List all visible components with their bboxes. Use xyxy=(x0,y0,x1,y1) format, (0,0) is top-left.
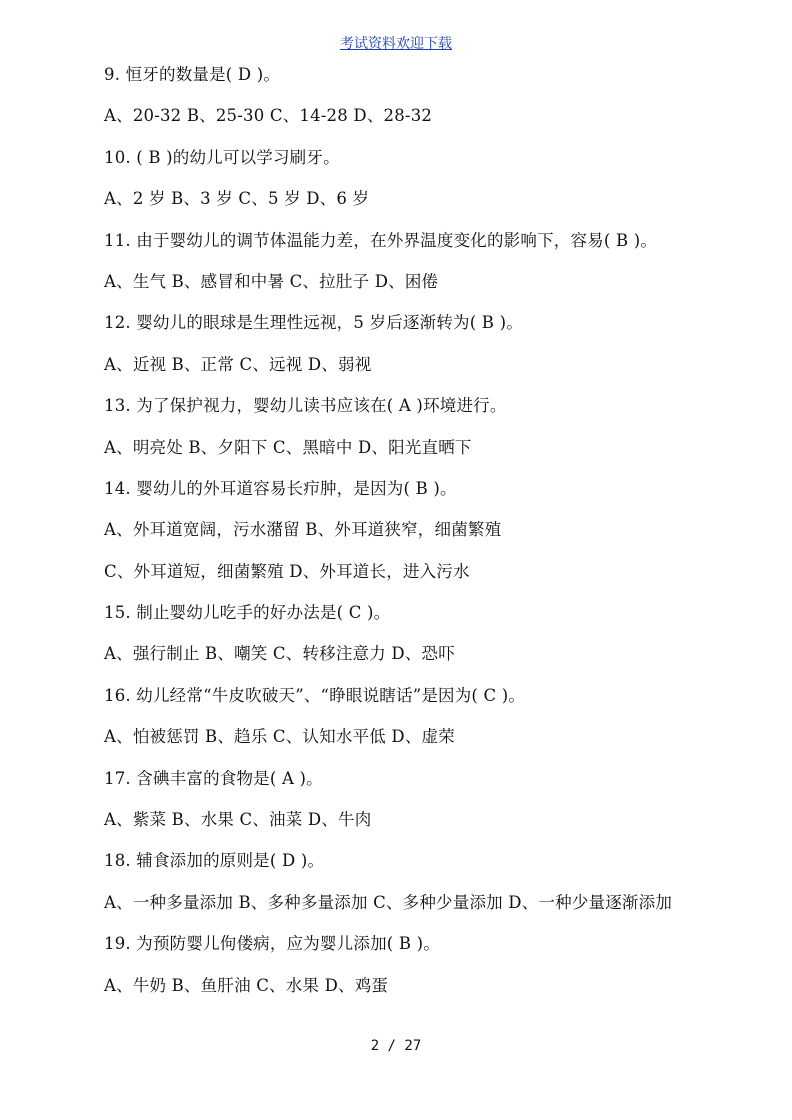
question-9: 9. 恒牙的数量是( D )。 xyxy=(104,65,281,84)
page-number: 2 / 27 xyxy=(370,1038,422,1054)
question-11-options: A、生气 B、感冒和中暑 C、拉肚子 D、困倦 xyxy=(104,271,439,291)
question-list xyxy=(104,63,784,1015)
question-12: 12. 婴幼儿的眼球是生理性远视，5 岁后逐渐转为( B )。 xyxy=(104,313,523,333)
question-18: 18. 辅食添加的原则是( D )。 xyxy=(104,851,325,871)
question-14-options-c-d: C、外耳道短，细菌繁殖 D、外耳道长，进入污水 xyxy=(104,561,470,581)
question-13: 13. 为了保护视力，婴幼儿读书应该在( A )环境进行。 xyxy=(104,396,507,416)
question-13-options: A、明亮处 B、夕阳下 C、黑暗中 D、阳光直晒下 xyxy=(104,437,472,457)
question-17: 17. 含碘丰富的食物是( A )。 xyxy=(104,768,323,788)
question-14-options-a-b: A、外耳道宽阔，污水潴留 B、外耳道狭窄，细菌繁殖 xyxy=(104,520,502,540)
question-16: 16. 幼儿经常“牛皮吹破天”、“睁眼说瞎话”是因为( C )。 xyxy=(104,685,526,705)
question-18-options: A、一种多量添加 B、多种多量添加 C、多种少量添加 D、一种少量逐渐添加 xyxy=(104,892,673,912)
question-10-options: A、2 岁 B、3 岁 C、5 岁 D、6 岁 xyxy=(104,189,370,209)
question-16-options: A、怕被惩罚 B、趋乐 C、认知水平低 D、虚荣 xyxy=(104,727,455,747)
question-14: 14. 婴幼儿的外耳道容易长疖肿，是因为( B )。 xyxy=(104,478,457,498)
question-19-options: A、牛奶 B、鱼肝油 C、水果 D、鸡蛋 xyxy=(104,975,389,995)
question-15-options: A、强行制止 B、嘲笑 C、转移注意力 D、恐吓 xyxy=(104,644,455,664)
question-19: 19. 为预防婴儿佝偻病，应为婴儿添加( B )。 xyxy=(104,934,440,954)
question-17-options: A、紫菜 B、水果 C、油菜 D、牛肉 xyxy=(104,810,372,830)
question-11: 11. 由于婴幼儿的调节体温能力差，在外界温度变化的影响下，容易( B )。 xyxy=(104,230,658,250)
header-download-link[interactable]: 考试资料欢迎下载 xyxy=(340,36,452,52)
question-9-options: A、20-32 B、25-30 C、14-28 D、28-32 xyxy=(104,106,433,126)
question-10: 10. ( B )的幼儿可以学习刷牙。 xyxy=(104,147,340,167)
question-12-options: A、近视 B、正常 C、远视 D、弱视 xyxy=(104,354,372,374)
question-15: 15. 制止婴幼儿吃手的好办法是( C )。 xyxy=(104,603,391,623)
